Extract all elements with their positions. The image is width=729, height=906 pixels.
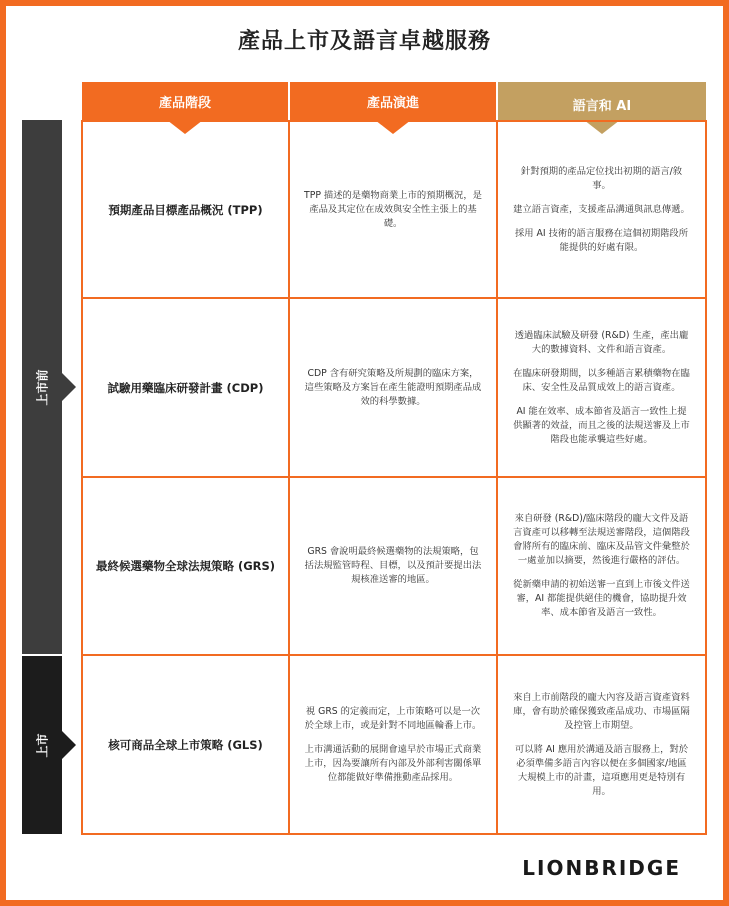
side-label-pre-launch — [22, 120, 62, 654]
language-ai-paragraph: 針對預期的產品定位找出初期的語言/敘事。 — [520, 165, 683, 191]
evolution-paragraph: CDP 含有研究策略及所規劃的臨床方案，這些策略及方案旨在產生能證明預期產品成效的科學數據。 — [304, 367, 482, 407]
language-ai-cdp — [498, 299, 705, 476]
phase-tpp: 預期產品目標產品概況 (TPP) — [108, 202, 263, 217]
phase-grs: 最終候選藥物全球法規策略 (GRS) — [95, 559, 276, 573]
language-ai-paragraph: 建立語言資產，支援產品溝通與訊息傳遞。 — [513, 203, 690, 215]
language-ai-grs — [498, 478, 705, 654]
language-ai-paragraph: 來自上市前階段的龐大內容及語言資產資料庫，會有助於確保獲致產品成功、市場區隔及控管上市期望。 — [513, 691, 690, 731]
side-label-launch — [22, 656, 62, 834]
phase-cdp: 試驗用藥臨床研發計畫 (CDP) — [107, 380, 264, 395]
phase-gls: 核可商品全球上市策略 (GLS) — [108, 737, 263, 752]
header-product-stage-label: 產品階段 — [158, 95, 211, 111]
language-ai-paragraph: 從新藥申請的初始送審一直到上市後文件送審，AI 都能提供絕佳的機會，協助提升效率、成本節省及語言一致性。 — [513, 579, 690, 618]
lionbridge-logo: LIONBRIDGE — [522, 856, 681, 880]
language-ai-paragraph: 可以將 AI 應用於溝通及語言服務上，對於必須準備多語言內容以便在多個國家/地區大規模上市的計畫，這項應用更是特別有用。 — [514, 743, 689, 797]
evolution-paragraph: GRS 會說明最終候選藥物的法規策略，包括法規監管時程、目標，以及預計要提出法規核准送審的地區。 — [304, 546, 482, 585]
language-ai-tpp — [498, 122, 705, 297]
header-product-evolution — [290, 82, 496, 120]
evolution-tpp — [290, 122, 496, 297]
header-language-ai-label: 語言和 AI — [572, 98, 632, 114]
side-label-launch-text: 上市 — [35, 732, 50, 758]
language-ai-paragraph: 透過臨床試驗及研發 (R&D) 生產，產出龐大的數據資料、文件和語言資產。 — [514, 329, 689, 355]
page-title: 產品上市及語言卓越服務 — [237, 29, 491, 54]
language-ai-gls — [498, 656, 705, 833]
language-ai-paragraph: AI 能在效率、成本節省及語言一致性上提供顯著的效益，而且之後的法規送審及上市階段也能承襲這些好處。 — [513, 405, 690, 445]
evolution-cdp — [290, 299, 496, 476]
language-ai-paragraph: 在臨床研發期間，以多種語言累積藥物在臨床、安全性及品質成效上的語言資產。 — [513, 367, 690, 393]
language-ai-paragraph: 來自研發 (R&D)/臨床階段的龐大文件及語言資產可以移轉至法規送審階段，這個階段會將所有的臨床前、臨床及品管文件彙整於一處並加以摘要，然後進行嚴格的評估。 — [513, 513, 690, 566]
header-product-stage — [82, 82, 288, 120]
evolution-gls — [290, 656, 496, 833]
evolution-grs — [290, 478, 496, 654]
header-product-evolution-label: 產品演進 — [366, 95, 419, 111]
evolution-paragraph: 上市溝通活動的展開會遠早於市場正式商業上市，因為要讓所有內部及外部利害關係單位都能做好準備推動產品採用。 — [304, 743, 482, 783]
language-ai-paragraph: 採用 AI 技術的語言服務在這個初期階段所能提供的好處有限。 — [514, 227, 689, 253]
side-label-pre-launch-text: 上市前 — [35, 368, 50, 406]
header-language-ai — [498, 82, 706, 120]
evolution-paragraph: 視 GRS 的定義而定，上市策略可以是一次於全球上市，或是針對不同地區輪番上市。 — [304, 705, 482, 731]
evolution-paragraph: TPP 描述的是藥物商業上市的預期概況，是產品及其定位在成效與安全性主張上的基礎。 — [304, 189, 482, 229]
